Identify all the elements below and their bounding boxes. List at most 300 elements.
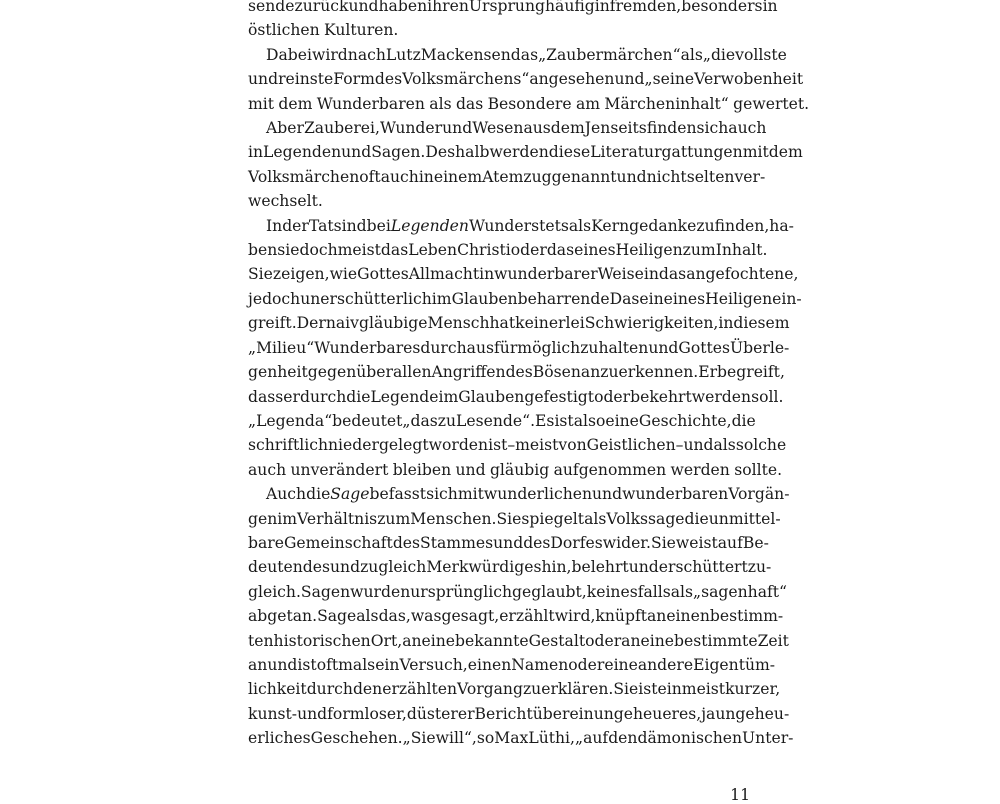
word: unerschütterlich bbox=[300, 289, 432, 308]
word: In bbox=[266, 216, 283, 235]
word: einen bbox=[467, 655, 512, 674]
word: bedeutet bbox=[332, 411, 403, 430]
word: knüpft bbox=[595, 607, 647, 626]
word: wird, bbox=[554, 607, 596, 626]
word: an bbox=[621, 631, 641, 650]
word: im bbox=[277, 509, 298, 528]
word: Menschen. bbox=[410, 509, 497, 528]
word: möglich bbox=[517, 338, 581, 357]
text-line bbox=[248, 43, 787, 67]
word: Volksmärchens“ bbox=[402, 70, 530, 89]
word: Märcheninhalt“ bbox=[604, 94, 729, 113]
word: halten bbox=[598, 338, 649, 357]
word: Inhalt. bbox=[715, 241, 768, 260]
word: ihren bbox=[427, 0, 469, 15]
word: weist bbox=[675, 533, 718, 552]
word: hat bbox=[489, 314, 516, 333]
word: und bbox=[592, 485, 623, 504]
word: als bbox=[568, 216, 592, 235]
word: als bbox=[584, 509, 607, 528]
word: ist bbox=[297, 655, 317, 674]
word: dem bbox=[550, 119, 585, 138]
text-line bbox=[248, 409, 756, 433]
word: ist bbox=[638, 680, 658, 699]
text-line bbox=[248, 116, 767, 140]
word: gegenüber bbox=[307, 363, 393, 382]
text-line bbox=[248, 629, 789, 653]
word: Der bbox=[296, 314, 326, 333]
word: zurück bbox=[294, 0, 349, 15]
word: Tat bbox=[308, 216, 334, 235]
word: wie bbox=[329, 265, 358, 284]
word: Wunder bbox=[379, 119, 443, 138]
word: wird bbox=[312, 45, 348, 64]
word: ist bbox=[488, 436, 508, 455]
word: in bbox=[479, 265, 495, 284]
word: ein bbox=[569, 704, 594, 723]
word: Aber bbox=[266, 119, 304, 138]
word: und bbox=[616, 167, 647, 186]
word: Allmacht bbox=[408, 265, 480, 284]
word: „sagenhaft“ bbox=[693, 582, 788, 601]
word: Jenseits bbox=[584, 119, 647, 138]
word: oft bbox=[359, 167, 381, 186]
word: des bbox=[505, 363, 533, 382]
word: diese bbox=[548, 143, 591, 162]
word: Dorfes bbox=[550, 533, 603, 552]
word: finden bbox=[646, 119, 697, 138]
word: in bbox=[718, 314, 734, 333]
text-line bbox=[248, 262, 799, 286]
word: und bbox=[442, 119, 473, 138]
word: den bbox=[608, 729, 638, 748]
word: Sagen. bbox=[371, 143, 426, 162]
word: des bbox=[392, 533, 421, 552]
word: bestimmte bbox=[674, 631, 758, 650]
word: meist bbox=[337, 241, 381, 260]
word: Ursprung bbox=[468, 0, 545, 15]
word: unverändert bbox=[290, 460, 389, 479]
word: bestimm- bbox=[709, 607, 784, 626]
word: düsterer bbox=[406, 704, 475, 723]
word: ha- bbox=[769, 216, 794, 235]
text-line bbox=[248, 165, 766, 189]
word: Bösen bbox=[532, 363, 581, 382]
word: geglaubt, bbox=[512, 582, 587, 601]
word: „Zaubermärchen“ bbox=[538, 45, 681, 64]
word: solche bbox=[735, 436, 787, 455]
word: das, bbox=[378, 607, 411, 626]
word: Glauben bbox=[458, 387, 525, 406]
word: über bbox=[532, 704, 570, 723]
word: Legenden bbox=[263, 143, 342, 162]
word: zum bbox=[682, 241, 716, 260]
word: reinste bbox=[278, 70, 334, 89]
word: oder bbox=[568, 655, 605, 674]
word: – bbox=[675, 436, 684, 455]
word: mit bbox=[742, 143, 769, 162]
text-line bbox=[248, 92, 810, 116]
word: Gottes bbox=[678, 338, 731, 357]
word: und bbox=[248, 70, 279, 89]
word: „das bbox=[402, 411, 438, 430]
word: Namen bbox=[511, 655, 569, 674]
word: zu bbox=[696, 216, 715, 235]
word: Gottes bbox=[357, 265, 409, 284]
word: in bbox=[248, 143, 264, 162]
word: Auch bbox=[266, 485, 307, 504]
word: zu- bbox=[747, 558, 772, 577]
word: Besondere bbox=[487, 94, 572, 113]
word: einem bbox=[433, 167, 483, 186]
word: Zauberei, bbox=[303, 119, 380, 138]
word: unmittel- bbox=[708, 509, 781, 528]
word: – bbox=[507, 436, 516, 455]
word: vollste bbox=[735, 45, 787, 64]
word: im bbox=[431, 289, 452, 308]
word: das bbox=[380, 241, 409, 260]
word: ein- bbox=[772, 289, 802, 308]
word: schriftlich bbox=[248, 436, 329, 455]
word: angesehen bbox=[529, 70, 615, 89]
word: Lesende“. bbox=[456, 411, 536, 430]
word: dem bbox=[768, 143, 803, 162]
word: Sie bbox=[496, 509, 522, 528]
word: meist bbox=[681, 680, 726, 699]
word: Atemzug bbox=[482, 167, 552, 186]
word: sind bbox=[333, 216, 367, 235]
word: einen bbox=[666, 607, 710, 626]
word: zugleich bbox=[360, 558, 427, 577]
text-line bbox=[248, 580, 788, 604]
text-line bbox=[248, 0, 778, 18]
word: in bbox=[418, 167, 434, 186]
word: Lüthi, bbox=[528, 729, 575, 748]
word: erschüttert bbox=[658, 558, 748, 577]
word: jedoch bbox=[248, 289, 301, 308]
word: und bbox=[297, 704, 328, 723]
word: das bbox=[510, 45, 539, 64]
text-line bbox=[248, 311, 790, 335]
word: Leben bbox=[408, 241, 458, 260]
word: zu bbox=[522, 680, 542, 699]
word: Vorgän- bbox=[728, 485, 790, 504]
word: Versuch, bbox=[399, 655, 468, 674]
word: kunst- bbox=[248, 704, 298, 723]
word: die bbox=[306, 485, 331, 504]
word: die bbox=[731, 411, 756, 430]
word: für bbox=[494, 338, 518, 357]
text-line bbox=[248, 677, 781, 701]
word: Gemeinschaft bbox=[283, 533, 393, 552]
word: belehrt bbox=[571, 558, 629, 577]
word: genannt bbox=[551, 167, 617, 186]
word: Volkssage bbox=[606, 509, 685, 528]
word: an bbox=[402, 631, 422, 650]
word: bleiben bbox=[392, 460, 452, 479]
word: auch bbox=[248, 460, 287, 479]
word: Be- bbox=[742, 533, 769, 552]
word: will“, bbox=[435, 729, 477, 748]
word: Sagen bbox=[300, 582, 351, 601]
word: Wesen bbox=[472, 119, 524, 138]
word: dass bbox=[248, 387, 284, 406]
word: doch bbox=[299, 241, 338, 260]
word: bare bbox=[248, 533, 284, 552]
word: und bbox=[267, 655, 298, 674]
word: die bbox=[346, 387, 371, 406]
word: erklären. bbox=[541, 680, 614, 699]
word: wurden bbox=[350, 582, 411, 601]
word: diesem bbox=[733, 314, 790, 333]
word: Eigentüm- bbox=[693, 655, 776, 674]
word: häufig bbox=[544, 0, 595, 15]
word: „auf bbox=[575, 729, 609, 748]
word: des bbox=[523, 533, 551, 552]
word: in bbox=[594, 0, 610, 15]
word: eines bbox=[574, 241, 616, 260]
word: sich bbox=[426, 485, 458, 504]
text-line bbox=[248, 18, 750, 42]
word: eines bbox=[663, 289, 706, 308]
word: Dabei bbox=[266, 45, 312, 64]
word: „Milieu“ bbox=[248, 338, 315, 357]
word: Wunder bbox=[468, 216, 532, 235]
word: „die bbox=[702, 45, 736, 64]
word: „Sie bbox=[402, 729, 436, 748]
word: und bbox=[493, 533, 524, 552]
word: eine bbox=[640, 631, 675, 650]
word: so bbox=[476, 729, 495, 748]
word: wider. bbox=[602, 533, 652, 552]
word: Bericht bbox=[474, 704, 533, 723]
word: beharrende bbox=[517, 289, 610, 308]
word: allen bbox=[392, 363, 432, 382]
word: und bbox=[628, 558, 659, 577]
word: am bbox=[575, 94, 601, 113]
word: ungeheueres, bbox=[593, 704, 702, 723]
word: Kerngedanke bbox=[591, 216, 697, 235]
word: gleich. bbox=[248, 582, 301, 601]
word: das bbox=[455, 94, 484, 113]
word: gläubige bbox=[358, 314, 428, 333]
word: wunderlichen bbox=[483, 485, 593, 504]
word: als bbox=[670, 582, 694, 601]
word: Zeit bbox=[757, 631, 789, 650]
word: zum bbox=[377, 509, 411, 528]
word: ungeheu- bbox=[715, 704, 790, 723]
word: anzuerkennen. bbox=[580, 363, 699, 382]
word: auf bbox=[717, 533, 743, 552]
text-line bbox=[248, 238, 768, 262]
text-line bbox=[248, 458, 783, 482]
text-line bbox=[248, 482, 790, 506]
text-line bbox=[248, 336, 790, 360]
word: in bbox=[762, 0, 778, 15]
word: Es bbox=[535, 411, 555, 430]
text-line bbox=[248, 287, 802, 311]
word: auch bbox=[728, 119, 767, 138]
word: das bbox=[546, 241, 575, 260]
word: wechselt. bbox=[248, 192, 323, 211]
text-line bbox=[248, 604, 784, 628]
word: den bbox=[352, 680, 383, 699]
word: Dasein bbox=[609, 289, 664, 308]
word: der bbox=[282, 216, 309, 235]
word: durch bbox=[299, 387, 347, 406]
word: spiegelt bbox=[521, 509, 585, 528]
word: zu bbox=[580, 338, 599, 357]
word: des bbox=[374, 70, 403, 89]
word: oftmals bbox=[316, 655, 376, 674]
word: Überle- bbox=[730, 338, 790, 357]
word: Geschehen. bbox=[310, 729, 403, 748]
word: angefochtene, bbox=[686, 265, 799, 284]
word: als bbox=[356, 607, 379, 626]
word: wunderbaren bbox=[622, 485, 729, 504]
word: dem bbox=[278, 94, 313, 113]
word: Merkwürdiges bbox=[426, 558, 542, 577]
word: Geschichte, bbox=[638, 411, 732, 430]
word: dämonischen bbox=[637, 729, 743, 748]
word: und bbox=[648, 338, 679, 357]
word: ver- bbox=[734, 167, 766, 186]
word: formloser, bbox=[327, 704, 407, 723]
body-text bbox=[248, 0, 810, 751]
word: erliches bbox=[248, 729, 311, 748]
text-line bbox=[248, 360, 785, 384]
word: an bbox=[248, 655, 268, 674]
word: wunderbarer bbox=[494, 265, 598, 284]
word: er bbox=[283, 387, 300, 406]
word: ist bbox=[554, 411, 574, 430]
word: Mensch bbox=[427, 314, 490, 333]
word: hin, bbox=[541, 558, 572, 577]
text-line bbox=[248, 140, 803, 164]
word: oder bbox=[594, 387, 631, 406]
word: nicht bbox=[646, 167, 687, 186]
word: niedergelegt bbox=[328, 436, 429, 455]
word: genheit bbox=[248, 363, 308, 382]
word: andere bbox=[637, 655, 694, 674]
text-line bbox=[248, 531, 769, 555]
word: durch bbox=[306, 680, 353, 699]
word: eine bbox=[604, 655, 638, 674]
word: bekannte bbox=[455, 631, 529, 650]
word: Verhältnis bbox=[297, 509, 378, 528]
word: Er bbox=[698, 363, 718, 382]
word: ten bbox=[248, 631, 274, 650]
word: auch bbox=[380, 167, 419, 186]
text-line bbox=[248, 385, 784, 409]
word: und bbox=[455, 460, 486, 479]
word: Ort, bbox=[370, 631, 403, 650]
word: finden, bbox=[714, 216, 770, 235]
word: was bbox=[410, 607, 442, 626]
word: gen bbox=[248, 509, 278, 528]
word: als bbox=[713, 436, 736, 455]
word: sie bbox=[277, 241, 300, 260]
word: gläubig bbox=[489, 460, 550, 479]
word: Sage bbox=[330, 485, 370, 504]
word: im bbox=[438, 387, 459, 406]
word: greift. bbox=[248, 314, 297, 333]
word: deutendes bbox=[248, 558, 331, 577]
word: bekehrt bbox=[630, 387, 692, 406]
word: aus bbox=[523, 119, 551, 138]
word: Weise bbox=[597, 265, 644, 284]
word: soll. bbox=[751, 387, 784, 406]
word: historischen bbox=[273, 631, 371, 650]
word: oder bbox=[510, 241, 547, 260]
word: werden bbox=[691, 387, 752, 406]
text-line bbox=[248, 507, 781, 531]
word: Sie bbox=[651, 533, 676, 552]
word: Verwobenheit bbox=[694, 70, 804, 89]
word: worden bbox=[428, 436, 489, 455]
word: als bbox=[680, 45, 703, 64]
word: also bbox=[573, 411, 606, 430]
word: lichkeit bbox=[248, 680, 307, 699]
word: Sage bbox=[317, 607, 357, 626]
word: erzählt bbox=[499, 607, 555, 626]
word: Stammes bbox=[420, 533, 494, 552]
word: Wunderbaren bbox=[316, 94, 425, 113]
word: als bbox=[429, 94, 452, 113]
text-line bbox=[248, 433, 787, 457]
word: Gestalt bbox=[528, 631, 586, 650]
word: ein bbox=[657, 680, 682, 699]
word: ja bbox=[701, 704, 716, 723]
word: Glauben bbox=[451, 289, 518, 308]
word: Sie bbox=[248, 265, 273, 284]
word: und bbox=[348, 0, 379, 15]
text-line bbox=[248, 653, 776, 677]
word: Heiligen bbox=[615, 241, 683, 260]
word: gefestigt bbox=[524, 387, 595, 406]
word: Vorgang bbox=[456, 680, 523, 699]
word: bei bbox=[366, 216, 391, 235]
text-line bbox=[248, 555, 772, 579]
word: von bbox=[558, 436, 587, 455]
word: besonders bbox=[681, 0, 763, 15]
word: Schwierigkeiten, bbox=[584, 314, 719, 333]
word: Geistlichen bbox=[586, 436, 676, 455]
word: ursprünglich bbox=[410, 582, 513, 601]
word: an bbox=[646, 607, 667, 626]
word: keinerlei bbox=[515, 314, 585, 333]
word: „seine bbox=[644, 70, 695, 89]
word: Unter- bbox=[742, 729, 794, 748]
word: in bbox=[643, 265, 659, 284]
word: durchaus bbox=[420, 338, 494, 357]
word: Lutz bbox=[385, 45, 421, 64]
word: mit bbox=[457, 485, 484, 504]
word: und bbox=[614, 70, 645, 89]
word: und bbox=[341, 143, 372, 162]
word: werden bbox=[489, 143, 549, 162]
word: oder bbox=[585, 631, 622, 650]
word: Volksmärchen bbox=[248, 167, 360, 186]
word: aufgenommen bbox=[553, 460, 667, 479]
word: Heiligen bbox=[705, 289, 773, 308]
word: Deshalb bbox=[425, 143, 490, 162]
word: ein bbox=[375, 655, 400, 674]
word: und bbox=[683, 436, 714, 455]
word: eine bbox=[421, 631, 456, 650]
word: mit bbox=[248, 94, 275, 113]
text-line bbox=[248, 189, 750, 213]
